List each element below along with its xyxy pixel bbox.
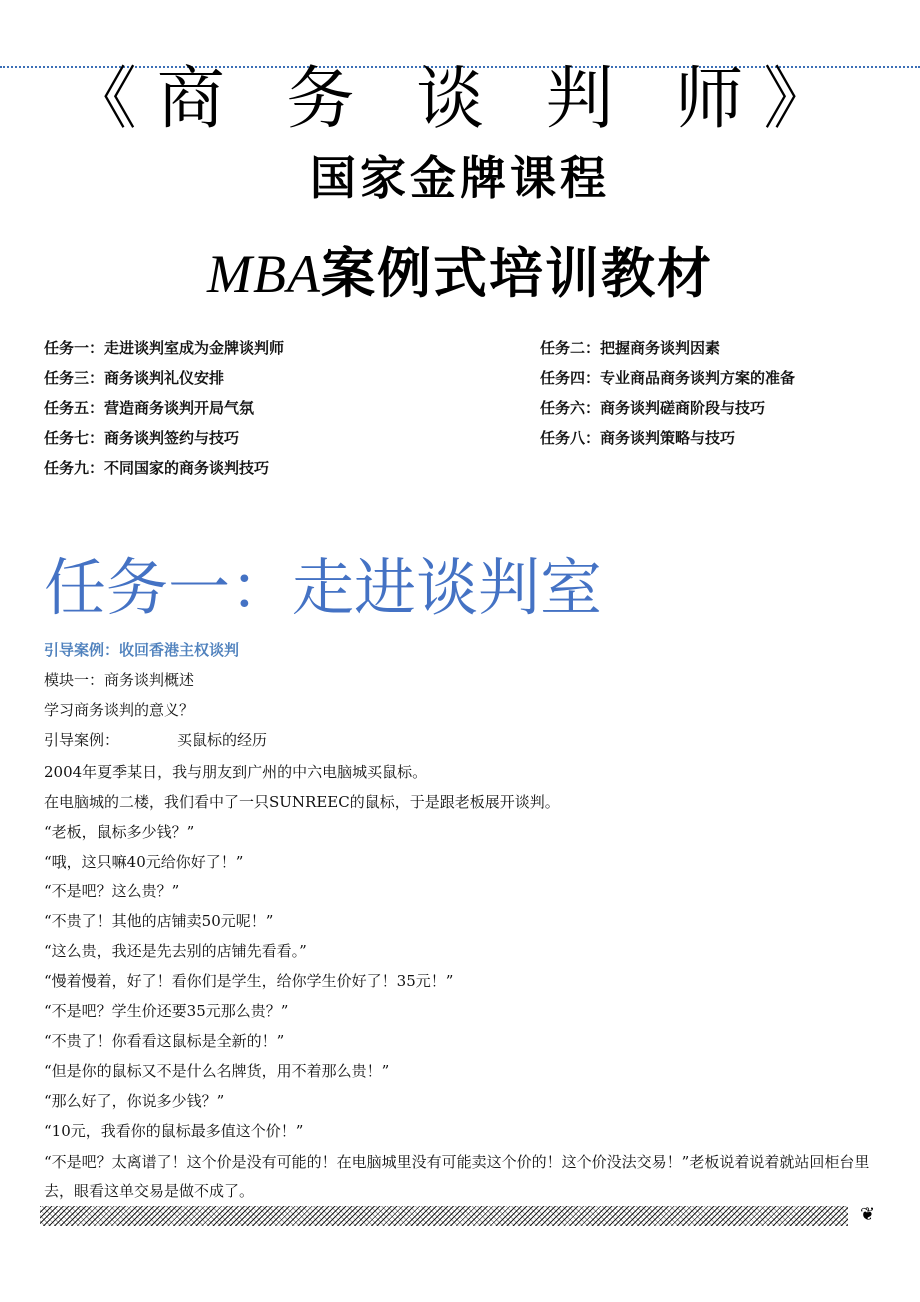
toc-item-task-4: 任务四：专业商品商务谈判方案的准备 [540, 369, 796, 387]
dialogue-line: “这么贵，我还是先去别的店铺先看看。” [44, 942, 307, 960]
toc-item-task-5: 任务五：营造商务谈判开局气氛 [44, 399, 255, 417]
question-line: 学习商务谈判的意义？ [44, 701, 195, 719]
dialogue-line: “不贵了！你看看这鼠标是全新的！” [44, 1032, 285, 1050]
toc-item-task-3: 任务三：商务谈判礼仪安排 [44, 369, 225, 387]
dialogue-line: “老板，鼠标多少钱？” [44, 823, 195, 841]
module-heading: 模块一：商务谈判概述 [44, 671, 195, 689]
dialogue-line: “哦，这只嘛40元给你好了！” [44, 853, 244, 871]
toc-item-task-2: 任务二：把握商务谈判因素 [540, 339, 721, 357]
toc-item-task-8: 任务八：商务谈判策略与技巧 [540, 429, 736, 447]
dialogue-line: “但是你的鼠标又不是什么名牌货，用不着那么贵！” [44, 1062, 390, 1080]
section-heading: 任务一：走进谈判室 [44, 551, 603, 624]
toc-item-task-1: 任务一：走进谈判室成为金牌谈判师 [44, 339, 285, 357]
dialogue-line: “不贵了！其他的店铺卖50元呢！” [44, 912, 274, 930]
toc-item-task-6: 任务六：商务谈判磋商阶段与技巧 [540, 399, 766, 417]
lead-case-heading: 引导案例：收回香港主权谈判 [44, 641, 240, 659]
toc-item-task-7: 任务七：商务谈判签约与技巧 [44, 429, 240, 447]
dialogue-line: “那么好了，你说多少钱？” [44, 1092, 225, 1110]
document-title: 《商 务 谈 判 师》 [68, 60, 852, 139]
toc-item-task-9: 任务九：不同国家的商务谈判技巧 [44, 459, 270, 477]
paragraph-line: 2004年夏季某日，我与朋友到广州的中六电脑城买鼠标。 [44, 763, 428, 781]
tagline-mba: MBA [207, 244, 321, 304]
dialogue-line: “不是吧？这么贵？” [44, 882, 180, 900]
paragraph-line: 在电脑城的二楼，我们看中了一只SUNREEC的鼠标，于是跟老板展开谈判。 [44, 793, 560, 811]
document-tagline [0, 238, 920, 309]
dialogue-line: “慢着慢着，好了！看你们是学生，给你学生价好了！35元！” [44, 972, 454, 990]
tagline-rest: 案例式培训教材 [320, 242, 713, 305]
document-subtitle: 国家金牌课程 [310, 151, 610, 205]
footer-pattern-border [40, 1206, 848, 1226]
dialogue-line: “10元，我看你的鼠标最多值这个价！” [44, 1122, 304, 1140]
case-title: 买鼠标的经历 [177, 731, 268, 749]
dialogue-line: “不是吧？学生价还要35元那么贵？” [44, 1002, 289, 1020]
footer-ornament-icon: ❦ [860, 1204, 876, 1225]
closing-paragraph: “不是吧？太离谱了！这个价是没有可能的！在电脑城里没有可能卖这个价的！这个价没法交易！”老板说着说着就站回柜台里去，眼看这单交易是做不成了。 [44, 1153, 870, 1200]
case-label: 引导案例： [44, 731, 120, 749]
case-intro-line [44, 730, 267, 750]
